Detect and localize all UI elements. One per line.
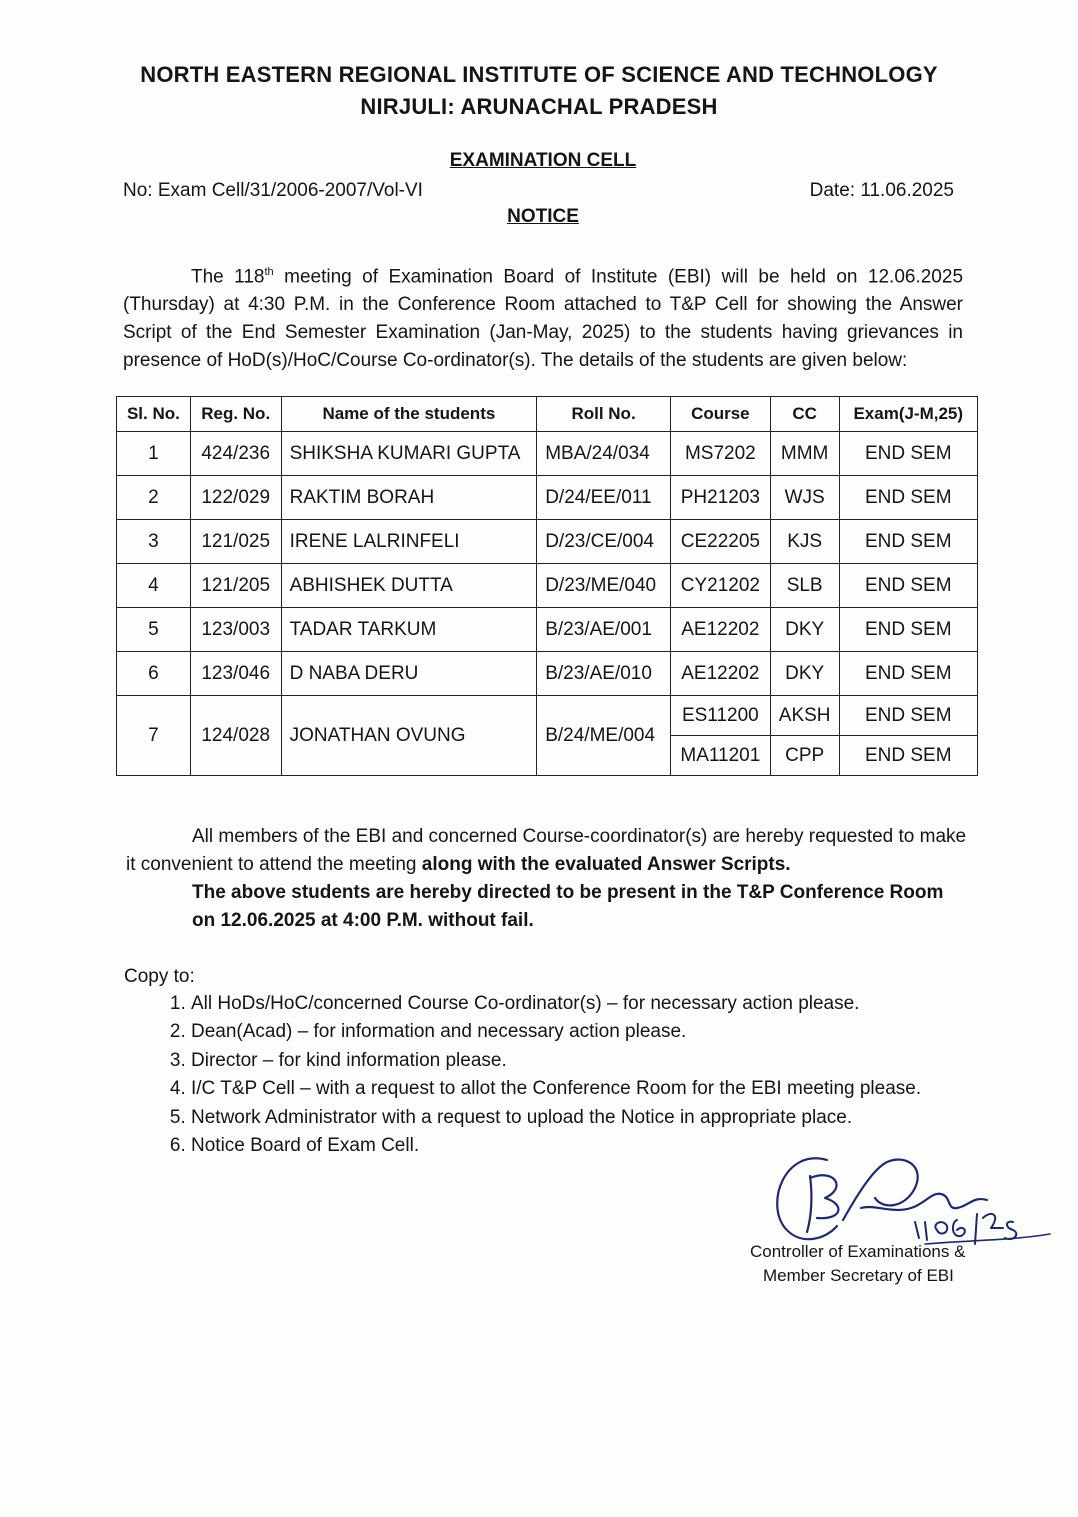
cell-reg: 121/025: [190, 520, 281, 564]
cell-reg: 424/236: [190, 432, 281, 476]
cell-sl: 1: [117, 432, 191, 476]
cell-sl: 7: [117, 696, 191, 776]
col-header-exam: Exam(J-M,25): [839, 397, 977, 432]
cell-exam: END SEM: [839, 652, 977, 696]
institute-location: NIRJULI: ARUNACHAL PRADESH: [360, 94, 718, 119]
copy-to-label: Copy to:: [124, 966, 195, 987]
para2-text: All members of the EBI and concerned Course-coordinator(s) are hereby requested to make it convenient to attend the meeting: [126, 826, 967, 875]
members-paragraph: [126, 823, 969, 879]
signatory-title: Controller of Examinations &: [750, 1242, 966, 1261]
cell-name: TADAR TARKUM: [281, 608, 537, 652]
cell-sl: 5: [117, 608, 191, 652]
cell-roll: B/23/AE/001: [537, 608, 671, 652]
cell-reg: 121/205: [190, 564, 281, 608]
para1-start: The 118: [191, 266, 265, 288]
cell-cc: MMM: [770, 432, 839, 476]
list-item: 4. I/C T&P Cell – with a request to allot the Conference Room for the EBI meeting please.: [191, 1075, 921, 1103]
cell-name: JONATHAN OVUNG: [281, 696, 537, 776]
cell-course: MS7202: [670, 432, 770, 476]
cell-cc: WJS: [770, 476, 839, 520]
cell-exam: END SEM: [839, 564, 977, 608]
col-header-cc: CC: [770, 397, 839, 432]
cell-name: SHIKSHA KUMARI GUPTA: [281, 432, 537, 476]
institute-name: NORTH EASTERN REGIONAL INSTITUTE OF SCIENCE AND TECHNOLOGY: [140, 62, 938, 87]
cell-course: AE12202: [670, 652, 770, 696]
cell-cc: DKY: [770, 652, 839, 696]
table-row: [117, 432, 978, 476]
para1-rest: meeting of Examination Board of Institute (EBI) will be held on 12.06.2025 (Thursday) at 4:30 P.M. in the Conference Room attached to T&P Cell for showing the Answer Script of the End Semester Examination (Jan-May, 2025) to the students having grievances in presence of HoD(s)/HoC/Course Co-ordinator(s). The details of the students are given below:: [123, 266, 964, 372]
cell-sl: 4: [117, 564, 191, 608]
cell-course: AE12202: [670, 608, 770, 652]
cell-course: PH21203: [670, 476, 770, 520]
cell-course: CY21202: [670, 564, 770, 608]
cell-reg: 123/046: [190, 652, 281, 696]
table-row: [117, 564, 978, 608]
cell-exam: END SEM: [839, 476, 977, 520]
cell-roll: D/23/CE/004: [537, 520, 671, 564]
para2-bold-text: along with the evaluated Answer Scripts.: [421, 854, 791, 875]
students-directive: The above students are hereby directed to be present in the T&P Conference Room on 12.06.2025 at 4:00 P.M. without fail.: [192, 882, 944, 931]
cell-exam: END SEM: [839, 608, 977, 652]
cell-roll: D/23/ME/040: [537, 564, 671, 608]
list-item: 3. Director – for kind information please.: [191, 1047, 921, 1075]
cell-exam: END SEM: [839, 432, 977, 476]
cell-exam: END SEM: [839, 520, 977, 564]
cell-reg: 124/028: [190, 696, 281, 776]
cell-name: RAKTIM BORAH: [281, 476, 537, 520]
cell-reg: 123/003: [190, 608, 281, 652]
table-header-row: [117, 397, 978, 432]
cell-course: CE22205: [670, 520, 770, 564]
cell-sl: 2: [117, 476, 191, 520]
cell-exam: END SEM: [839, 696, 977, 736]
col-header-name: Name of the students: [281, 397, 537, 432]
cell-cc: CPP: [770, 736, 839, 776]
ordinal-suffix: th: [264, 266, 274, 278]
list-item: 5. Network Administrator with a request to upload the Notice in appropriate place.: [191, 1104, 921, 1132]
col-header-course: Course: [670, 397, 770, 432]
cell-roll: MBA/24/034: [537, 432, 671, 476]
cell-sl: 6: [117, 652, 191, 696]
cell-roll: B/24/ME/004: [537, 696, 671, 776]
cell-reg: 122/029: [190, 476, 281, 520]
col-header-roll: Roll No.: [537, 397, 671, 432]
table-row: [117, 608, 978, 652]
list-item: 6. Notice Board of Exam Cell.: [191, 1132, 921, 1160]
list-item: 1. All HoDs/HoC/concerned Course Co-ordinator(s) – for necessary action please.: [191, 990, 921, 1018]
examination-cell-title: EXAMINATION CELL: [449, 150, 637, 171]
table-row: [117, 696, 978, 736]
cell-course: ES11200: [670, 696, 770, 736]
cell-cc: SLB: [770, 564, 839, 608]
cell-cc: KJS: [770, 520, 839, 564]
cell-roll: D/24/EE/011: [537, 476, 671, 520]
col-header-reg: Reg. No.: [190, 397, 281, 432]
cell-name: D NABA DERU: [281, 652, 537, 696]
cell-cc: DKY: [770, 608, 839, 652]
table-row: [117, 652, 978, 696]
notice-title: NOTICE: [507, 206, 579, 227]
cell-cc: AKSH: [770, 696, 839, 736]
students-table: [116, 396, 978, 776]
notice-date: Date: 11.06.2025: [809, 180, 954, 201]
cell-name: ABHISHEK DUTTA: [281, 564, 537, 608]
cell-exam: END SEM: [839, 736, 977, 776]
cell-roll: B/23/AE/010: [537, 652, 671, 696]
cell-course: MA11201: [670, 736, 770, 776]
meeting-paragraph: [123, 258, 963, 375]
list-item: 2. Dean(Acad) – for information and necessary action please.: [191, 1018, 921, 1046]
cell-sl: 3: [117, 520, 191, 564]
copy-to-list: [126, 990, 921, 1160]
reference-number: No: Exam Cell/31/2006-2007/Vol-VI: [123, 180, 423, 201]
table-row: [117, 520, 978, 564]
table-row: [117, 476, 978, 520]
cell-name: IRENE LALRINFELI: [281, 520, 537, 564]
col-header-sl: Sl. No.: [117, 397, 191, 432]
signatory-designation: Member Secretary of EBI: [763, 1266, 954, 1285]
